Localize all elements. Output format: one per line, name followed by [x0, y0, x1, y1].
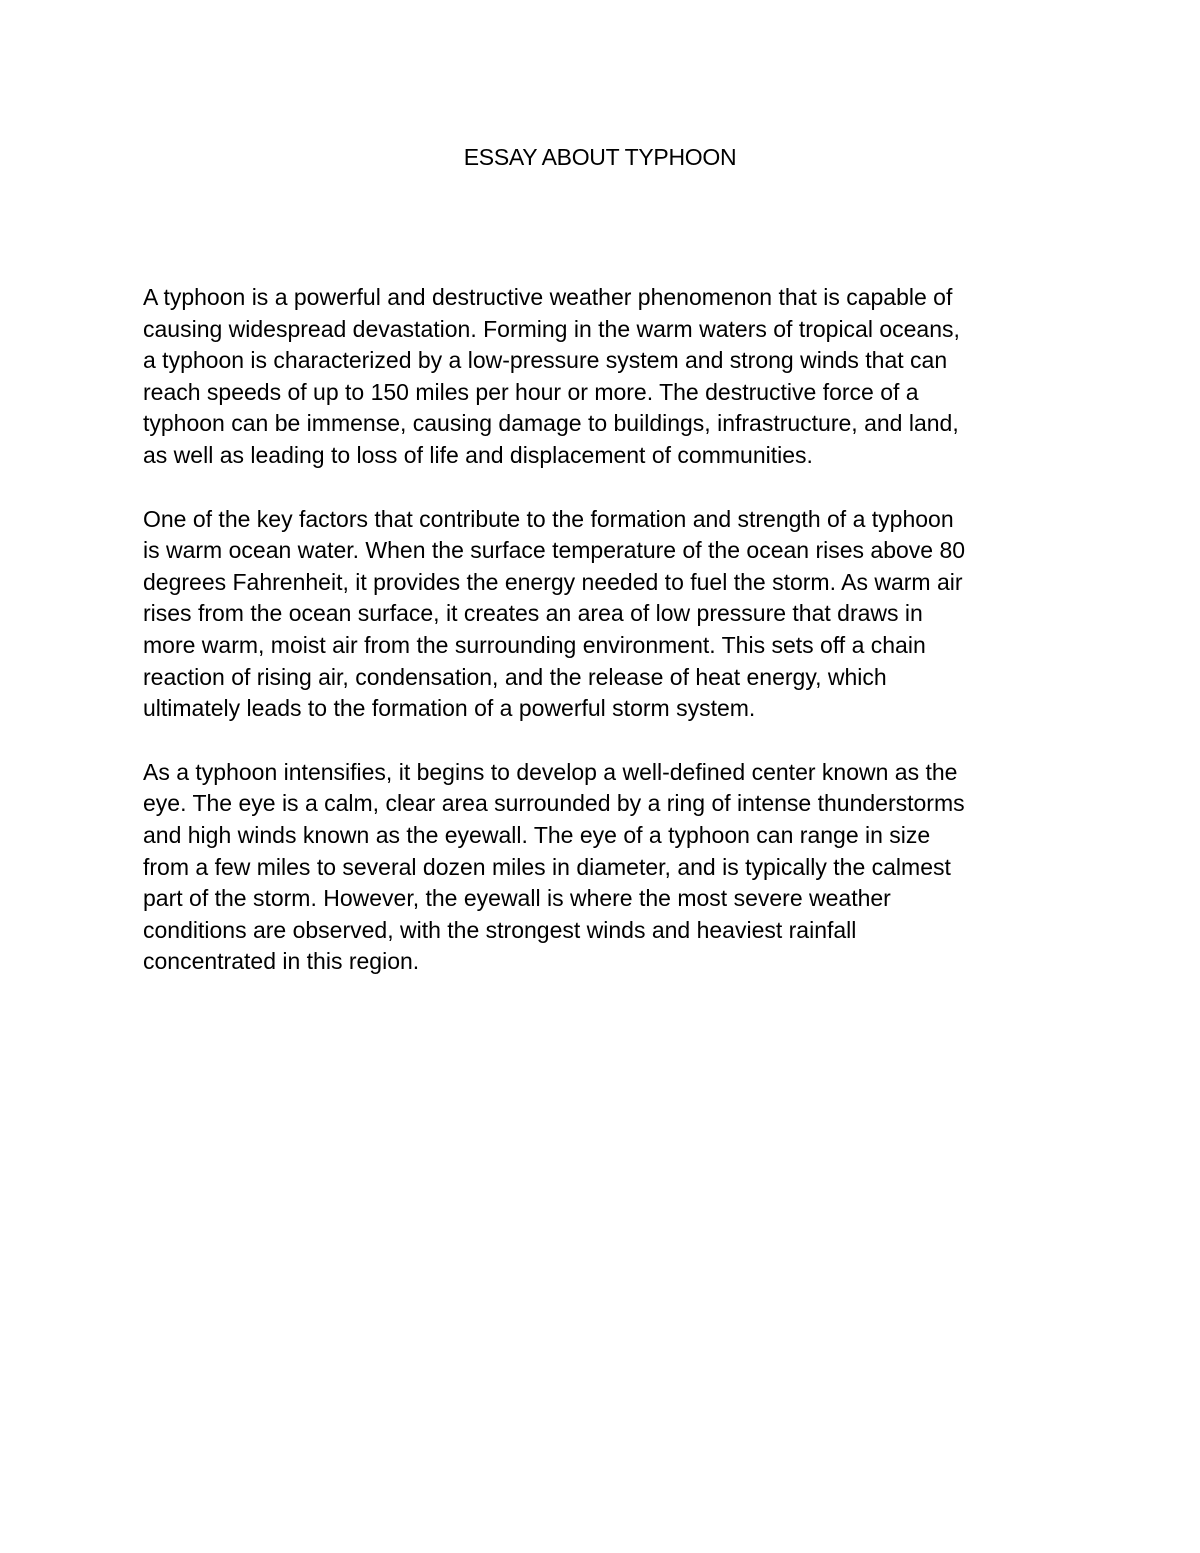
text-line: ultimately leads to the formation of a powerful storm system. [143, 695, 756, 722]
text-line: is warm ocean water. When the surface temperature of the ocean rises above 80 [143, 537, 966, 564]
text-line: more warm, moist air from the surrounding environment. This sets off a chain [143, 631, 926, 658]
text-line: as well as leading to loss of life and displacement of communities. [143, 441, 813, 468]
text-line: reach speeds of up to 150 miles per hour or more. The destructive force of a [143, 378, 919, 405]
text-line: One of the key factors that contribute to the formation and strength of a typhoon [143, 505, 954, 532]
text-line: As a typhoon intensifies, it begins to develop a well-defined center known as the [143, 758, 958, 785]
text-line: eye. The eye is a calm, clear area surrounded by a ring of intense thunderstorms [143, 790, 965, 817]
text-line: part of the storm. However, the eyewall is where the most severe weather [143, 885, 891, 912]
text-line: rises from the ocean surface, it creates an area of low pressure that draws in [143, 600, 923, 627]
text-line: and high winds known as the eyewall. The eye of a typhoon can range in size [143, 821, 931, 848]
document-title: ESSAY ABOUT TYPHOON [463, 144, 737, 170]
text-line: causing widespread devastation. Forming in the warm waters of tropical oceans, [143, 315, 960, 342]
text-line: concentrated in this region. [143, 948, 420, 975]
document-body [143, 282, 1063, 1010]
text-line: reaction of rising air, condensation, and the release of heat energy, which [143, 663, 887, 690]
text-line: from a few miles to several dozen miles in diameter, and is typically the calmest [143, 853, 951, 880]
paragraph-1 [143, 282, 1063, 472]
text-line: A typhoon is a powerful and destructive weather phenomenon that is capable of [143, 284, 953, 310]
text-line: typhoon can be immense, causing damage to buildings, infrastructure, and land, [143, 410, 959, 437]
paragraph-2 [143, 504, 1063, 725]
text-line: degrees Fahrenheit, it provides the energy needed to fuel the storm. As warm air [143, 568, 963, 595]
text-line: a typhoon is characterized by a low-pressure system and strong winds that can [143, 347, 948, 374]
text-line: conditions are observed, with the strongest winds and heaviest rainfall [143, 916, 857, 943]
paragraph-3 [143, 757, 1063, 978]
